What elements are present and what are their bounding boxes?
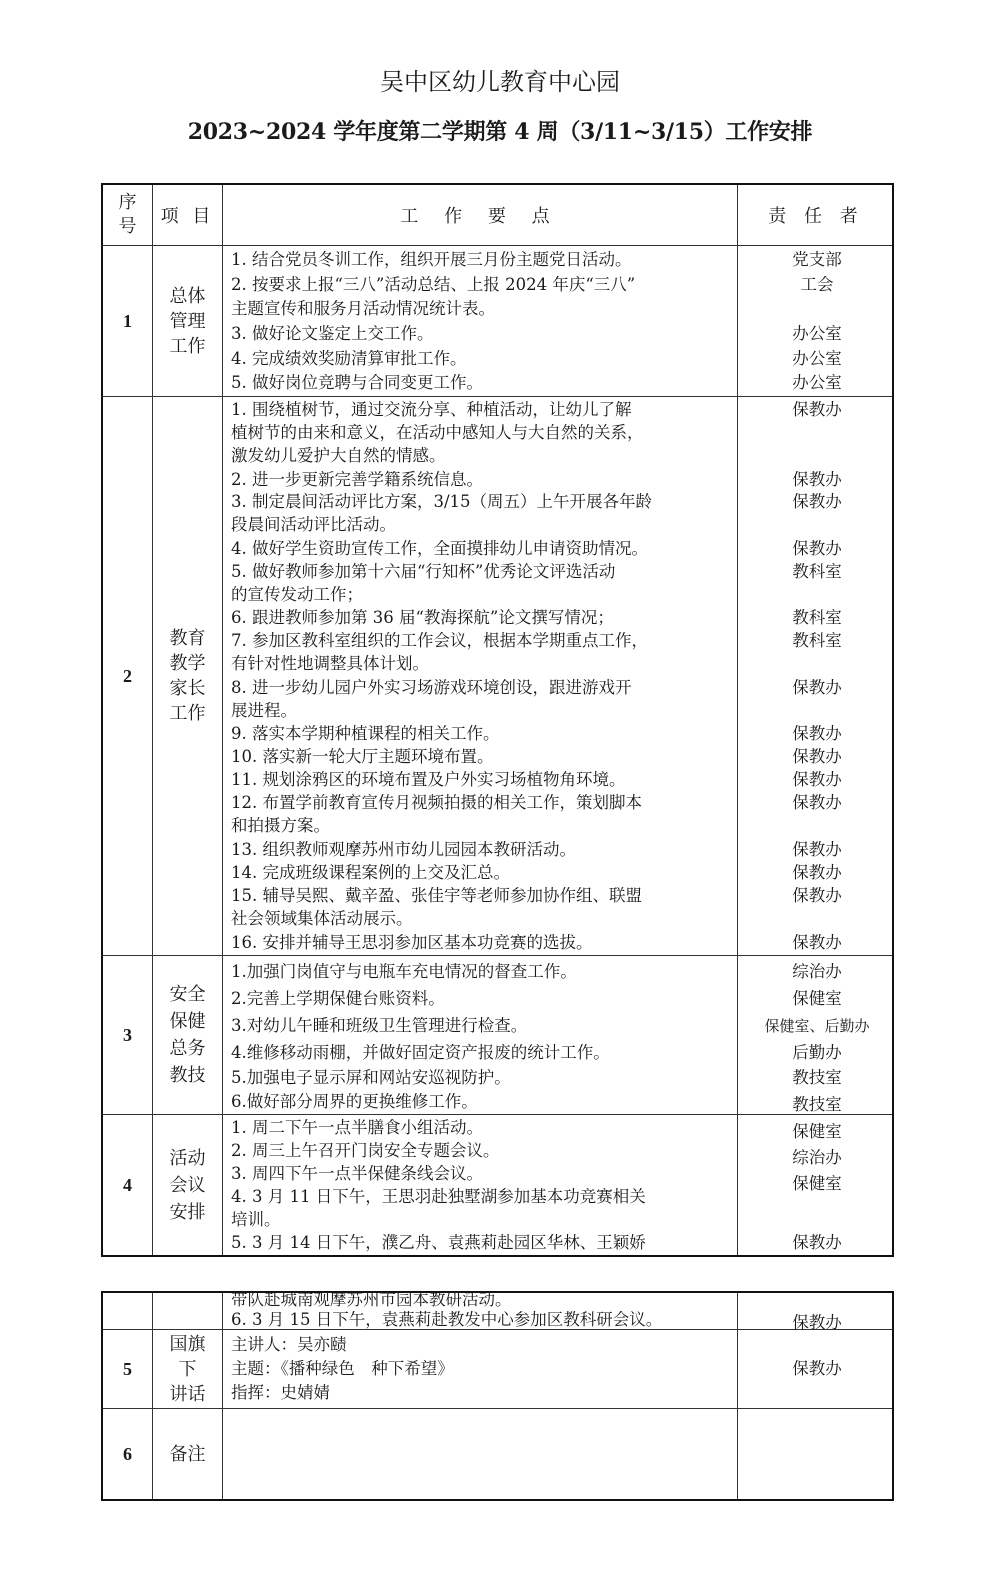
work-line: 11. 规划涂鸦区的环境布置及户外实习场植物角环境。 xyxy=(231,770,626,789)
row-category xyxy=(153,1115,222,1256)
work-line: 2.完善上学期保健台账资料。 xyxy=(231,989,445,1008)
responsible-party: 教技室 xyxy=(792,1095,842,1114)
responsible-party: 保教办 xyxy=(792,1313,842,1332)
row-seq: 6 xyxy=(123,1443,132,1464)
responsible-party: 办公室 xyxy=(792,373,842,392)
responsible-party: 办公室 xyxy=(792,349,842,368)
category-line: 会议 xyxy=(169,1175,206,1196)
header-responsible: 责 任 者 xyxy=(768,206,864,227)
responsible-party: 保教办 xyxy=(792,793,842,812)
row-category xyxy=(153,397,222,955)
category-line: 国旗 xyxy=(169,1333,206,1355)
category-line: 备注 xyxy=(169,1443,206,1465)
work-line: 13. 组织教师观摩苏州市幼儿园园本教研活动。 xyxy=(231,840,576,859)
category-line: 总务 xyxy=(169,1038,206,1059)
work-line: 1. 围绕植树节，通过交流分享、种植活动，让幼儿了解 xyxy=(231,400,632,419)
category-line: 管理 xyxy=(169,310,206,332)
work-line: 主题：《播种绿色 种下希望》 xyxy=(231,1359,454,1378)
row-category xyxy=(153,956,222,1114)
work-line: 主题宣传和服务月活动情况统计表。 xyxy=(231,299,495,318)
category-line: 安排 xyxy=(169,1202,206,1223)
row-seq: 3 xyxy=(123,1024,132,1045)
work-line: 2. 周三上午召开门岗安全专题会议。 xyxy=(231,1141,500,1160)
row-category xyxy=(153,1330,222,1408)
category-line: 讲话 xyxy=(169,1383,206,1405)
responsible-party: 保教办 xyxy=(792,886,842,905)
responsible-party: 保教办 xyxy=(792,840,842,859)
work-line: 10. 落实新一轮大厅主题环境布置。 xyxy=(231,747,494,766)
responsible-party: 党支部 xyxy=(792,250,842,269)
responsible-party: 教科室 xyxy=(792,608,842,627)
work-line: 3. 周四下午一点半保健条线会议。 xyxy=(231,1164,483,1183)
work-line: 6. 3 月 15 日下午，袁燕莉赴教发中心参加区教科研会议。 xyxy=(231,1310,663,1329)
responsible-party: 保教办 xyxy=(792,724,842,743)
row-seq: 5 xyxy=(123,1358,132,1379)
document-subtitle: 2023~2024 学年度第二学期第 4 周（3/11~3/15）工作安排 xyxy=(187,119,813,145)
work-line: 指挥：史婧婧 xyxy=(231,1383,330,1402)
responsible-party: 保教办 xyxy=(792,678,842,697)
work-line: 5.加强电子显示屏和网站安巡视防护。 xyxy=(231,1068,511,1087)
work-line: 主讲人：吴亦赜 xyxy=(231,1335,347,1354)
header-seq: 序号 xyxy=(118,192,137,237)
responsible-party: 保教办 xyxy=(792,492,842,511)
work-line: 2. 进一步更新完善学籍系统信息。 xyxy=(231,470,483,489)
work-line: 3.对幼儿午睡和班级卫生管理进行检查。 xyxy=(231,1016,528,1035)
category-line: 安全 xyxy=(169,984,206,1005)
work-line: 15. 辅导吴熙、戴辛盈、张佳宇等老师参加协作组、联盟 xyxy=(231,886,642,905)
row-category xyxy=(153,246,222,396)
responsible-party: 保健室 xyxy=(792,1122,842,1141)
responsible-party: 保健室 xyxy=(792,1174,842,1193)
work-line: 培训。 xyxy=(231,1210,281,1229)
work-line: 4. 3 月 11 日下午，王思羽赴独墅湖参加基本功竞赛相关 xyxy=(231,1187,646,1206)
responsible-party: 综治办 xyxy=(792,962,842,981)
work-line: 1.加强门岗值守与电瓶车充电情况的督查工作。 xyxy=(231,962,577,981)
responsible-party: 保教办 xyxy=(792,863,842,882)
responsible-party: 教科室 xyxy=(792,631,842,650)
work-line: 6.做好部分周界的更换维修工作。 xyxy=(231,1092,478,1111)
category-line: 工作 xyxy=(169,703,206,724)
responsible-party: 保教办 xyxy=(792,747,842,766)
document-title: 吴中区幼儿教育中心园 xyxy=(380,68,620,96)
responsible-party: 综治办 xyxy=(792,1148,842,1167)
work-line: 带队赴城南观摩苏州市园本教研活动。 xyxy=(231,1290,512,1309)
responsible-party: 保教办 xyxy=(792,770,842,789)
responsible-party: 保教办 xyxy=(792,1359,842,1378)
work-line: 9. 落实本学期种植课程的相关工作。 xyxy=(231,724,500,743)
work-line: 5. 做好岗位竞聘与合同变更工作。 xyxy=(231,373,483,392)
work-line: 6. 跟进教师参加第 36 届“教海探航”论文撰写情况； xyxy=(231,608,614,627)
responsible-party: 教技室 xyxy=(792,1068,842,1087)
row-category xyxy=(153,1409,222,1499)
work-line: 3. 制定晨间活动评比方案，3/15（周五）上午开展各年龄 xyxy=(231,492,653,511)
category-line: 教育 xyxy=(169,628,206,649)
work-line: 1. 结合党员冬训工作，组织开展三月份主题党日活动。 xyxy=(231,250,632,269)
category-line: 教学 xyxy=(169,653,206,674)
work-line: 1. 周二下午一点半膳食小组活动。 xyxy=(231,1118,483,1137)
category-line: 活动 xyxy=(169,1148,206,1169)
row-seq: 2 xyxy=(123,665,132,686)
work-line: 12. 布置学前教育宣传月视频拍摄的相关工作，策划脚本 xyxy=(231,793,642,812)
work-line: 植树节的由来和意义，在活动中感知人与大自然的关系， xyxy=(231,423,644,442)
category-line: 下 xyxy=(178,1358,197,1380)
work-line: 展进程。 xyxy=(231,701,297,720)
responsible-party: 后勤办 xyxy=(792,1043,842,1062)
work-line: 有针对性地调整具体计划。 xyxy=(231,654,429,673)
responsible-party: 保健室、后勤办 xyxy=(764,1017,870,1035)
work-line: 2. 按要求上报“三八”活动总结、上报 2024 年庆“三八” xyxy=(231,275,636,294)
work-line: 激发幼儿爱护大自然的情感。 xyxy=(231,446,446,465)
header-item: 项 目 xyxy=(160,206,215,227)
work-line: 5. 3 月 14 日下午，濮乙舟、袁燕莉赴园区华林、王颖娇 xyxy=(231,1233,646,1252)
work-line: 4.维修移动雨棚，并做好固定资产报废的统计工作。 xyxy=(231,1043,610,1062)
schedule-table-part2 xyxy=(101,1291,894,1501)
category-line: 家长 xyxy=(169,678,206,699)
responsible-party: 保教办 xyxy=(792,539,842,558)
work-line: 3. 做好论文鉴定上交工作。 xyxy=(231,324,434,343)
column-divider xyxy=(737,1293,738,1499)
column-divider xyxy=(222,185,223,1255)
work-line: 4. 做好学生资助宣传工作，全面摸排幼儿申请资助情况。 xyxy=(231,539,648,558)
work-line: 社会领域集体活动展示。 xyxy=(231,909,413,928)
work-line: 4. 完成绩效奖励清算审批工作。 xyxy=(231,349,467,368)
responsible-party: 工会 xyxy=(800,275,834,294)
schedule-table-part1 xyxy=(101,183,894,1257)
work-line: 的宣传发动工作； xyxy=(231,585,363,604)
notes-cell xyxy=(223,1409,737,1499)
row-seq: 4 xyxy=(123,1175,132,1195)
category-line: 工作 xyxy=(169,335,206,357)
category-line: 保健 xyxy=(169,1011,206,1032)
responsible-party: 保教办 xyxy=(792,1233,842,1252)
responsible-party: 办公室 xyxy=(792,324,842,343)
header-work-points: 工 作 要 点 xyxy=(400,206,560,227)
work-line: 和拍摄方案。 xyxy=(231,816,330,835)
work-line: 14. 完成班级课程案例的上交及汇总。 xyxy=(231,863,510,882)
category-line: 教技 xyxy=(169,1065,206,1086)
work-line: 5. 做好教师参加第十六届“行知杯”优秀论文评选活动 xyxy=(231,562,616,581)
work-line: 16. 安排并辅导王思羽参加区基本功竞赛的选拔。 xyxy=(231,933,593,952)
responsible-party: 保教办 xyxy=(792,470,842,489)
work-line: 8. 进一步幼儿园户外实习场游戏环境创设，跟进游戏开 xyxy=(231,678,632,697)
responsible-party: 教科室 xyxy=(792,562,842,581)
responsible-party: 保健室 xyxy=(792,989,842,1008)
column-divider xyxy=(737,185,738,1255)
work-line: 段晨间活动评比活动。 xyxy=(231,515,396,534)
responsible-party: 保教办 xyxy=(792,933,842,952)
category-line: 总体 xyxy=(169,285,206,307)
row-seq: 1 xyxy=(123,310,132,331)
work-line: 7. 参加区教科室组织的工作会议，根据本学期重点工作， xyxy=(231,631,648,650)
responsible-party: 保教办 xyxy=(792,400,842,419)
